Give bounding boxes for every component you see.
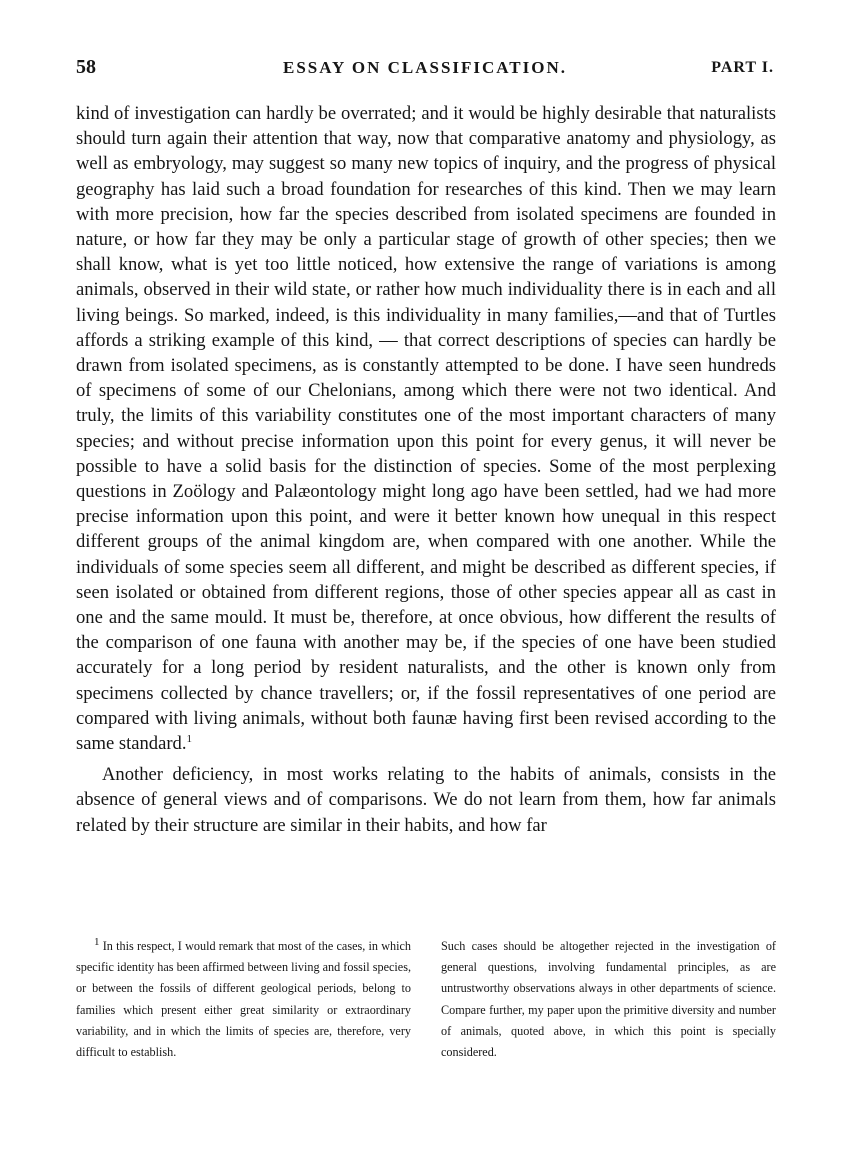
page-number: 58 — [76, 56, 96, 78]
footnote-column-left — [76, 936, 411, 1063]
footnote-text — [76, 936, 411, 1063]
paragraph-text: kind of investigation can hardly be overrated; and it would be highly desirable that naturalists should turn again their attention that way, now that comparative anatomy and physiology, as well as embryology, may suggest so many new topics of inquiry, and the progress of physical geography has laid such a broad foundation for researches of this kind. Then we may learn with more precision, how far the species described from isolated specimens are founded in nature, or how far they may be only a particular stage of growth of other species; then we shall know, what is yet too little noticed, how extensive the range of variations is among animals, observed in their wild state, or rather how much individuality there is in each and all living beings. So marked, indeed, is this individuality in many families,—and that of Turtles affords a striking example of this kind, — that correct descriptions of species can hardly be drawn from isolated specimens, as is constantly attempted to be done. I have seen hundreds of specimens of some of our Chelonians, among which there were not two identical. And truly, the limits of this variability constitutes one of the most important characters of many species; and without precise information upon this point for every genus, it will never be possible to have a solid basis for the distinction of species. Some of the most perplexing questions in Zoölogy and Palæontology might long ago have been settled, had we had more precise information upon this point, and were it better known how unequal in this respect different groups of the animal kingdom are, when compared with one another. While the individuals of some species seem all different, and might be described as different species, if seen isolated or obtained from different regions, those of other species appear all as cast in one and the same mould. It must be, therefore, at once obvious, how different the results of the comparison of one fauna with another may be, if the species of one have been studied accurately for a long period by resident naturalists, and the other is known only from specimens collected by chance travellers; or, if the fossil representatives of one period are compared with living animals, without both faunæ having first been revised according to the same standard. — [76, 103, 776, 755]
main-text — [76, 101, 776, 838]
footnote-marker: 1 — [94, 935, 100, 948]
running-header — [76, 56, 774, 84]
footnote-text-left: In this respect, I would remark that most of the cases, in which specific identity has been affirmed between living and fossil species, or between the fossils of different geological periods, belong to families which present either great similarity or extraordinary variability, and in which the limits of species are, therefore, very difficult to establish. — [76, 939, 412, 1060]
footnotes — [76, 936, 776, 1063]
footnote-column-right — [441, 936, 776, 1063]
footnote-text-right: Such cases should be altogether rejected in the investigation of general questions, involving fundamental principles, as are untrustworthy observations always in other departments of science. Compare further, my paper upon the primitive diversity and number of animals, quoted above, in which this point is specially considered. — [441, 939, 776, 1060]
paragraph — [76, 101, 776, 756]
footnote-reference: 1 — [186, 732, 192, 745]
part-label: PART I. — [711, 59, 774, 76]
running-title: ESSAY ON CLASSIFICATION. — [282, 58, 568, 77]
paragraph: Another deficiency, in most works relating to the habits of animals, consists in the absence of general views and of comparisons. We do not learn from them, how far animals related by their structure are similar in their habits, and how far — [76, 764, 776, 836]
